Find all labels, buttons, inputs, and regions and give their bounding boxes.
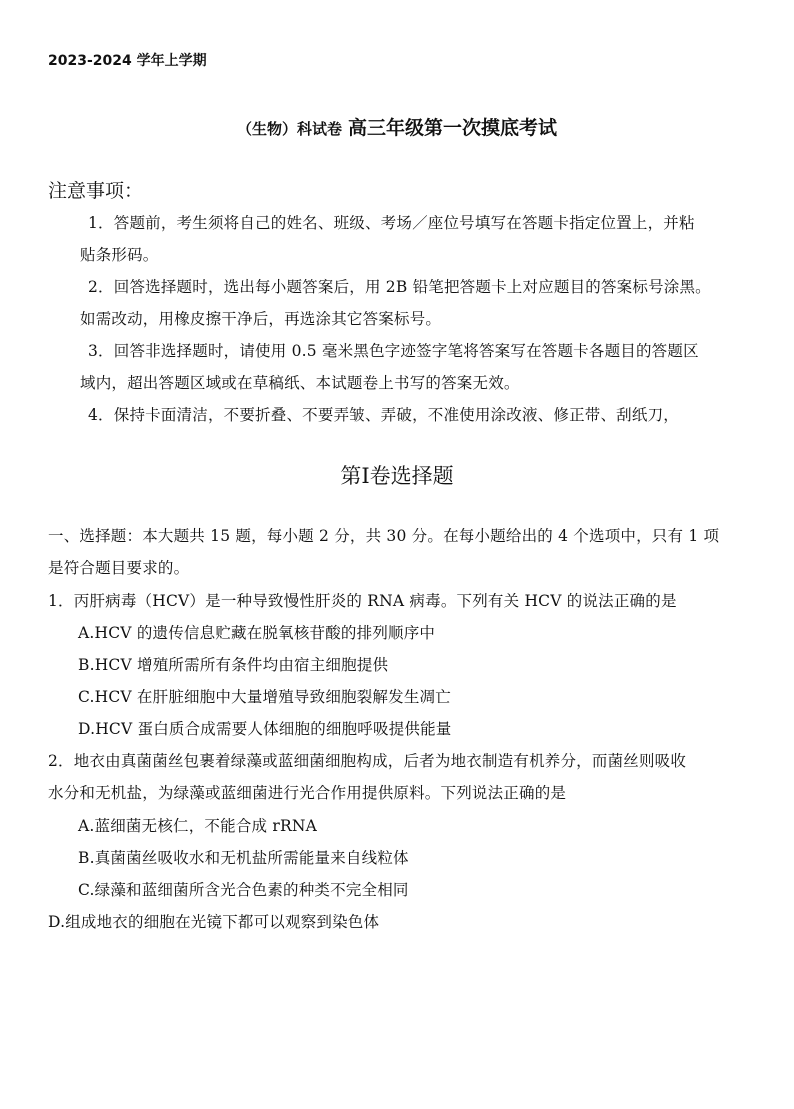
question-option: C.HCV 在肝脏细胞中大量增殖导致细胞裂解发生凋亡 [78, 688, 451, 706]
notice-line: 4．保持卡面清洁，不要折叠、不要弄皱、弄破，不准使用涂改液、修正带、刮纸刀， [88, 406, 679, 424]
question-option: C.绿藻和蓝细菌所含光合色素的种类不完全相同 [78, 881, 409, 899]
question-stem: 1．丙肝病毒（HCV）是一种导致慢性肝炎的 RNA 病毒。下列有关 HCV 的说法正确的是 [48, 592, 677, 610]
question-option: D.组成地衣的细胞在光镜下都可以观察到染色体 [48, 913, 380, 931]
notice-heading: 注意事项： [48, 180, 144, 202]
section-intro: 是符合题目要求的。 [48, 559, 190, 577]
notice-line: 贴条形码。 [80, 246, 159, 264]
question-option: A.HCV 的遗传信息贮藏在脱氧核苷酸的排列顺序中 [78, 624, 436, 642]
notice-line: 2．回答选择题时，选出每小题答案后，用 2B 铅笔把答题卡上对应题目的答案标号涂黑。 [88, 278, 711, 296]
notice-line: 如需改动，用橡皮擦干净后，再选涂其它答案标号。 [80, 310, 442, 328]
exam-title [0, 113, 794, 140]
question-option: B.真菌菌丝吸收水和无机盐所需能量来自线粒体 [78, 849, 409, 867]
question-option: A.蓝细菌无核仁，不能合成 rRNA [78, 817, 317, 835]
question-stem: 2．地衣由真菌菌丝包裹着绿藻或蓝细菌细胞构成，后者为地衣制造有机养分，而菌丝则吸收 [48, 752, 687, 770]
notice-line: 域内，超出答题区域或在草稿纸、本试题卷上书写的答案无效。 [80, 374, 520, 392]
notice-line: 1．答题前，考生须将自己的姓名、班级、考场／座位号填写在答题卡指定位置上，并粘 [88, 214, 695, 232]
question-option: B.HCV 增殖所需所有条件均由宿主细胞提供 [78, 656, 389, 674]
subject-label: （生物）科试卷 [236, 120, 342, 138]
page-title: 高三年级第一次摸底考试 [348, 117, 558, 139]
notice-line: 3．回答非选择题时，请使用 0.5 毫米黑色字迹签字笔将答案写在答题卡各题目的答题区 [88, 342, 699, 360]
section-title: 第Ⅰ卷选择题 [340, 464, 454, 488]
term-label: 2023-2024 学年上学期 [48, 53, 207, 69]
section-intro: 一、选择题：本大题共 15 题，每小题 2 分，共 30 分。在每小题给出的 4 个选项中，只有 1 项 [48, 527, 720, 545]
question-option: D.HCV 蛋白质合成需要人体细胞的细胞呼吸提供能量 [78, 720, 452, 738]
question-stem: 水分和无机盐，为绿藻或蓝细菌进行光合作用提供原料。下列说法正确的是 [48, 784, 567, 802]
